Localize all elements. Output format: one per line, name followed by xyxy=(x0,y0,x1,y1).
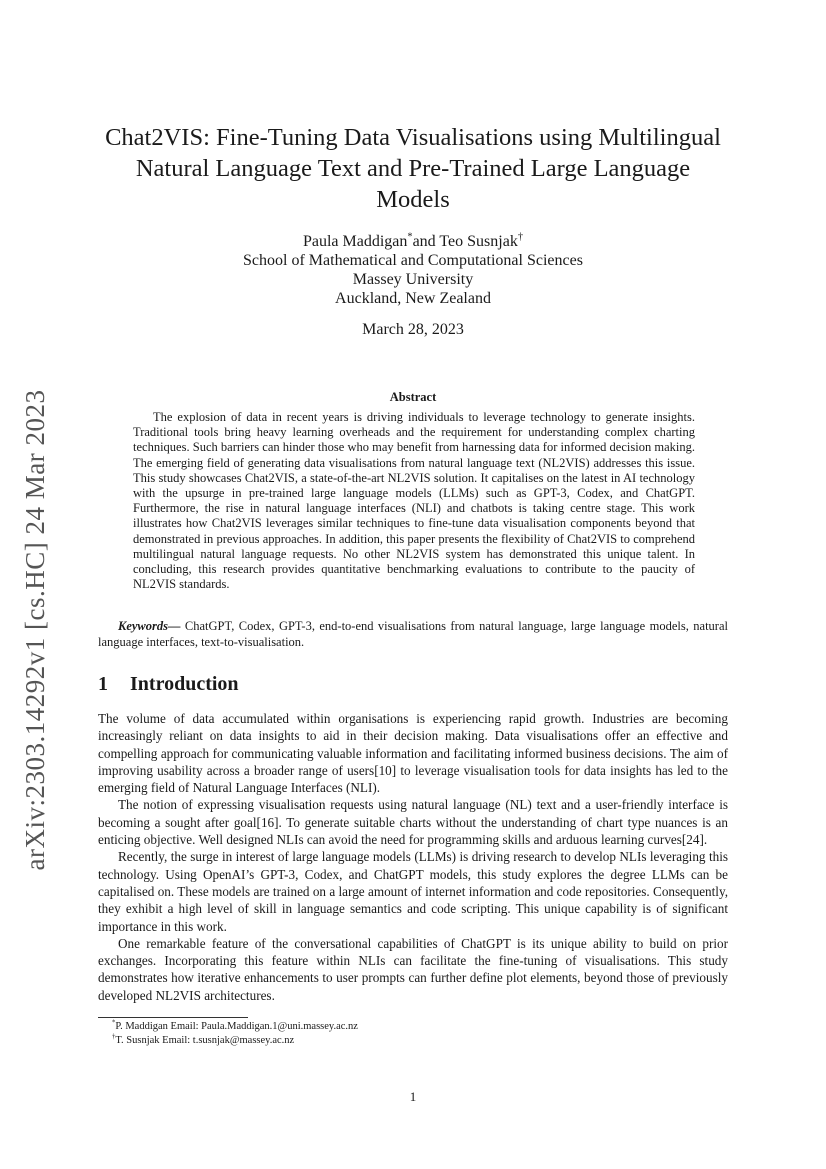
affiliation-school: School of Mathematical and Computational Sciences xyxy=(243,252,583,269)
keywords-text: ChatGPT, Codex, GPT-3, end-to-end visualisations from natural language, large language models, natural language interfaces, text-to-visualisation. xyxy=(98,619,728,649)
affiliation-university: Massey University xyxy=(352,271,474,288)
page-number: 1 xyxy=(409,1089,417,1104)
paper-title xyxy=(90,122,736,215)
footnote-1-mark: * xyxy=(112,1019,116,1027)
footnote-2-text: T. Susnjak Email: t.susnjak@massey.ac.nz xyxy=(115,1035,295,1046)
author-conjunction: and Teo Susnjak xyxy=(412,233,518,250)
footnote-1-text: P. Maddigan Email: Paula.Maddigan.1@uni.massey.ac.nz xyxy=(115,1021,358,1032)
keywords xyxy=(98,618,728,650)
author-block xyxy=(90,232,736,308)
keywords-label: Keywords— xyxy=(118,619,181,633)
abstract-text: The explosion of data in recent years is driving individuals to leverage technology to generate insights. Traditional tools bring heavy learning overheads and the requirement for understanding complex charting techniques. Such barriers can hinder those who may benefit from harnessing data for informed decision making. The emerging field of generating data visualisations from natural language text (NL2VIS) addresses this issue. This study showcases Chat2VIS, a state-of-the-art NL2VIS solution. It capitalises on the latest in AI technology with the upsurge in pre-trained large language models (LLMs) such as GPT-3, Codex, and ChatGPT. Furthermore, the rise in natural language interfaces (NLI) and chatbots is taking centre stage. This work illustrates how Chat2VIS leverages similar techniques to fine-tune data visualisation components beyond that demonstrated in previous approaches. In addition, this paper presents the flexibility of Chat2VIS to comprehend multilingual natural language requests. No other NL2VIS system has demonstrated this unique talent. In concluding, this research provides quantitative benchmarking evaluations to contribute to the paucity of NL2VIS standards. xyxy=(133,410,695,592)
author-1: Paula Maddigan xyxy=(302,233,408,250)
arxiv-identifier: arXiv:2303.14292v1 [cs.HC] 24 Mar 2023 xyxy=(20,389,50,871)
title-line-1: Chat2VIS: Fine-Tuning Data Visualisations using Multilingual xyxy=(105,124,721,151)
section-heading xyxy=(98,673,239,696)
title-line-2: Natural Language Text and Pre-Trained Large Language xyxy=(135,155,691,182)
footnote-2 xyxy=(112,1034,358,1048)
author-1-mark: * xyxy=(407,231,413,243)
abstract-heading: Abstract xyxy=(389,390,437,404)
title-line-3: Models xyxy=(376,186,450,213)
footnote-2-mark: † xyxy=(112,1033,116,1041)
intro-paragraph: The notion of expressing visualisation requests using natural language (NL) text and a user-friendly interface is becoming a sought after goal[16]. To generate suitable charts without the understanding of chart type nuances is an enticing objective. Well designed NLIs can avoid the need for programming skills and arduous learning curves[24]. xyxy=(98,797,728,848)
author-names xyxy=(90,232,736,251)
section-number: 1 xyxy=(98,673,108,695)
intro-paragraph: The volume of data accumulated within organisations is experiencing rapid growth. Industries are becoming increasingly reliant on data insights to aid in their decision making. Data visualisations offer an effective and compelling approach for communicating valuable information and facilitating informed business decisions. The aim of improving usability across a broader range of users[10] to leverage visualisation tools for data insights has led to the emerging field of Natural Language Interfaces (NLI). xyxy=(98,711,728,796)
footnotes xyxy=(112,1020,358,1048)
intro-paragraph: Recently, the surge in interest of large language models (LLMs) is driving research to develop NLIs leveraging this technology. Using OpenAI’s GPT-3, Codex, and ChatGPT models, this study explores the degree LLMs can be capitalised on. These models are trained on a large amount of internet information and code repositories. Consequently, they exhibit a high level of skill in language semantics and code scripting. This unique capability is of significant importance in this work. xyxy=(98,849,728,934)
intro-paragraph: One remarkable feature of the conversational capabilities of ChatGPT is its unique ability to build on prior exchanges. Incorporating this feature within NLIs can facilitate the fine-tuning of visualisations. This study demonstrates how iterative enhancements to user prompts can further define plot elements, beyond those of previously developed NL2VIS architectures. xyxy=(98,935,728,1003)
introduction-body xyxy=(98,710,728,1004)
author-2-mark: † xyxy=(517,231,524,243)
footnote-1 xyxy=(112,1020,358,1034)
affiliation-location: Auckland, New Zealand xyxy=(335,290,491,307)
publication-date: March 28, 2023 xyxy=(362,321,464,338)
footnote-divider xyxy=(98,1017,248,1018)
section-title: Introduction xyxy=(130,673,239,695)
